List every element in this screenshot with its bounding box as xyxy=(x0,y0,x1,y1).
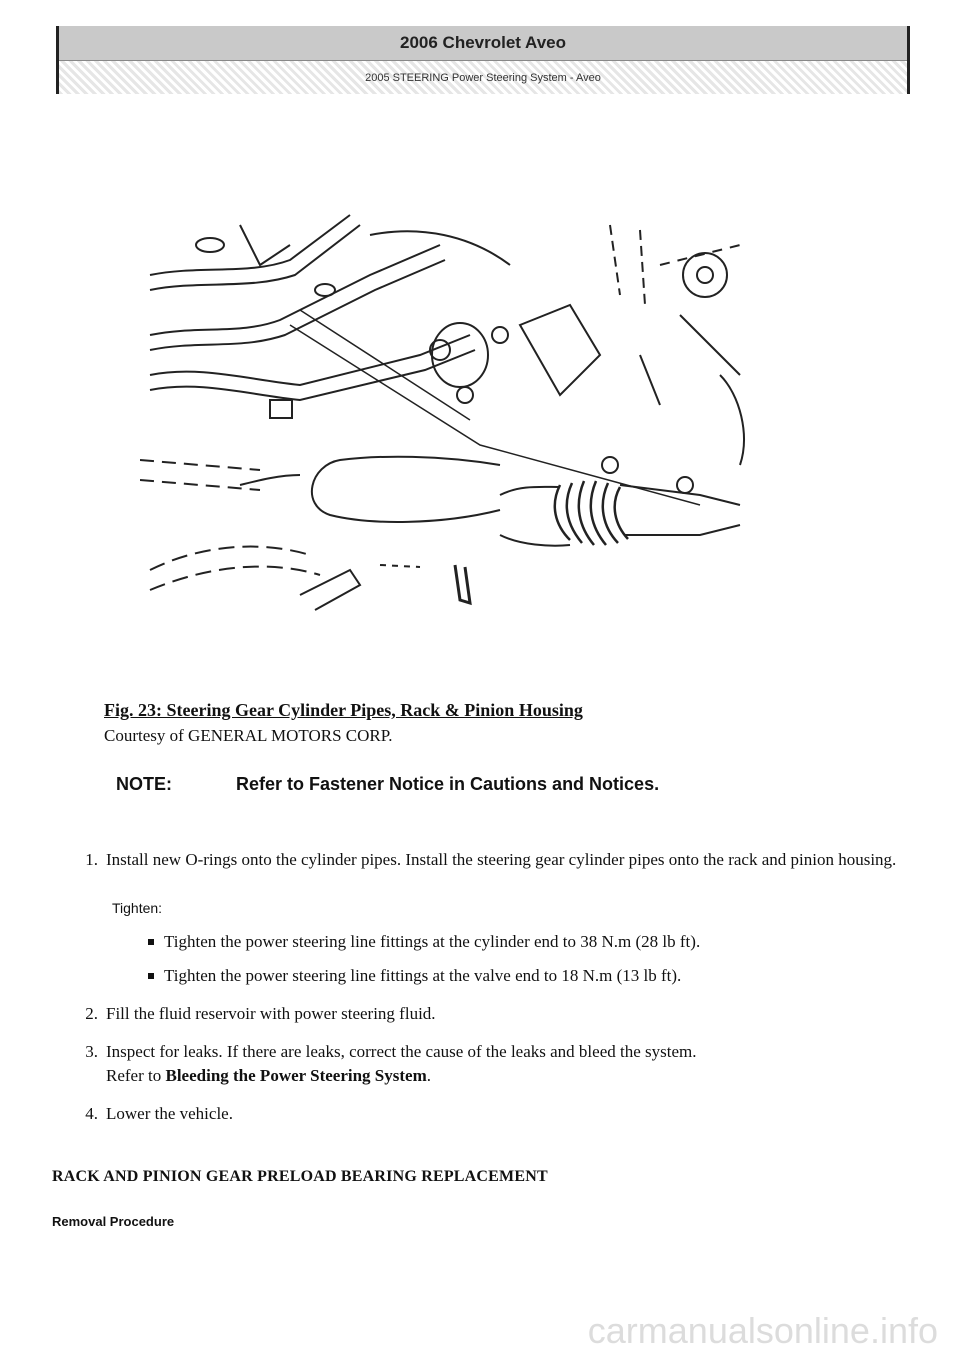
tighten-item xyxy=(106,930,900,954)
step-text: Inspect for leaks. If there are leaks, correct the cause of the leaks and bleed the system. xyxy=(106,1042,697,1061)
tighten-text: Tighten the power steering line fittings at the valve end to 18 N.m (13 lb ft). xyxy=(164,966,682,985)
figure-courtesy: Courtesy of GENERAL MOTORS CORP. xyxy=(104,726,393,745)
note-label: NOTE: xyxy=(116,774,172,794)
tighten-text: Tighten the power steering line fittings at the cylinder end to 38 N.m (28 lb ft). xyxy=(164,932,701,951)
step-text: Fill the fluid reservoir with power steering fluid. xyxy=(106,1004,436,1023)
bleeding-system-link[interactable]: Bleeding the Power Steering System xyxy=(165,1066,427,1085)
ref-prefix: Refer to xyxy=(106,1066,162,1085)
procedure-steps xyxy=(70,848,900,1126)
step-reference xyxy=(106,1064,900,1088)
section-subheading: Removal Procedure xyxy=(52,1214,175,1229)
bullet-icon xyxy=(148,939,154,945)
tighten-label: Tighten: xyxy=(112,900,163,916)
header-subtitle: 2005 STEERING Power Steering System - Aveo xyxy=(59,61,907,94)
note-box xyxy=(116,772,796,796)
figure-caption[interactable]: Fig. 23: Steering Gear Cylinder Pipes, Rack & Pinion Housing xyxy=(104,700,583,720)
bullet-icon xyxy=(148,973,154,979)
step-number: 2. xyxy=(85,1004,98,1023)
watermark: carmanualsonline.info xyxy=(587,1310,938,1351)
step-text: Lower the vehicle. xyxy=(106,1104,233,1123)
steering-gear-illustration xyxy=(140,205,760,625)
header-title: 2006 Chevrolet Aveo xyxy=(59,26,907,61)
step-item xyxy=(70,848,900,988)
step-number: 3. xyxy=(85,1042,98,1061)
step-number: 4. xyxy=(85,1104,98,1123)
section-heading: RACK AND PINION GEAR PRELOAD BEARING REPLACEMENT xyxy=(52,1168,548,1185)
tighten-item xyxy=(106,964,900,988)
step-item xyxy=(70,1040,900,1088)
step-item xyxy=(70,1102,900,1126)
step-item xyxy=(70,1002,900,1026)
note-text: Refer to Fastener Notice in Cautions and Notices. xyxy=(236,774,660,794)
tighten-list xyxy=(106,930,900,988)
step-text: Install new O-rings onto the cylinder pipes. Install the steering gear cylinder pipes onto the rack and pinion housing. xyxy=(106,850,897,869)
page-header xyxy=(56,26,910,94)
ref-suffix: . xyxy=(426,1066,431,1085)
step-number: 1. xyxy=(85,850,98,869)
